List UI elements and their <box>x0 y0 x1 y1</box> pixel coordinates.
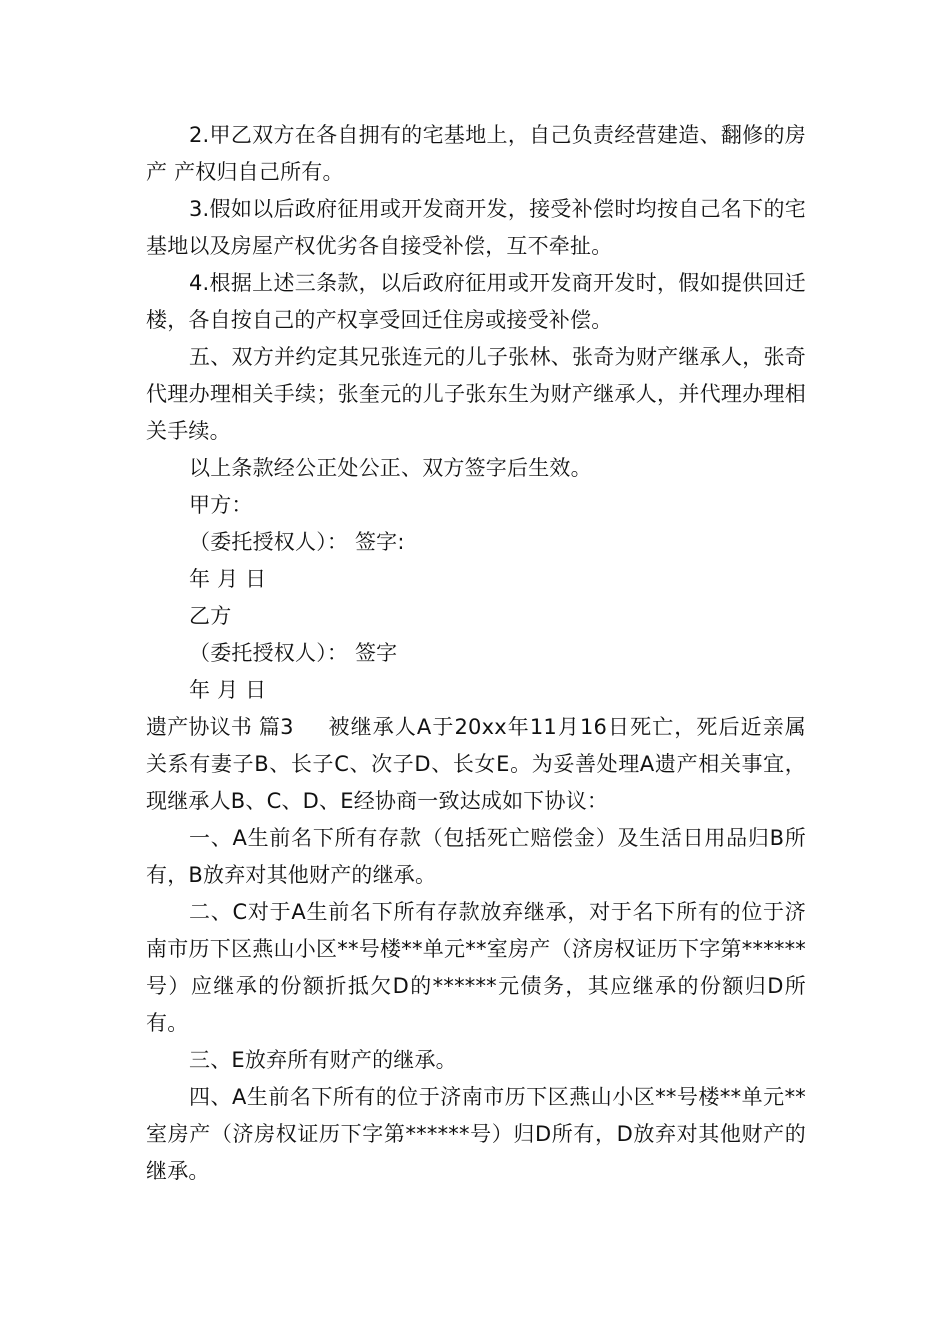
paragraph-clause-3: 3.假如以后政府征用或开发商开发，接受补偿时均按自己名下的宅基地以及房屋产权优劣各自接受补偿，互不牵扯。 <box>146 197 806 258</box>
paragraph-clause-five: 五、双方并约定其兄张连元的儿子张林、张奇为财产继承人，张奇代理办理相关手续；张奎元的儿子张东生为财产继承人，并代理办理相关手续。 <box>146 345 806 443</box>
clause-one: 一、A生前名下所有存款（包括死亡赔偿金）及生活日用品归B所有，B放弃对其他财产的继承。 <box>146 826 806 887</box>
paragraph-clause-2: 2.甲乙双方在各自拥有的宅基地上，自己负责经营建造、翻修的房产 产权归自己所有。 <box>146 123 806 184</box>
document-page <box>146 117 806 1190</box>
clause-three: 三、E放弃所有财产的继承。 <box>189 1048 457 1072</box>
party-a-label: 甲方： <box>189 493 253 517</box>
party-b-signature: （委托授权人）： 签字 <box>189 641 398 665</box>
paragraph-effective: 以上条款经公正处公正、双方签字后生效。 <box>189 456 592 480</box>
paragraph-clause-4: 4.根据上述三条款，以后政府征用或开发商开发时，假如提供回迁楼，各自按自己的产权享受回迁住房或接受补偿。 <box>146 271 806 332</box>
party-b-label: 乙方 <box>189 604 232 628</box>
clause-two: 二、C对于A生前名下所有存款放弃继承，对于名下所有的位于济南市历下区燕山小区**号楼**单元**室房产（济房权证历下字第******号）应继承的份额折抵欠D的******元债务，其应继承的份额归D所有。 <box>146 900 806 1035</box>
party-b-date: 年 月 日 <box>189 678 267 702</box>
section-title: 遗产协议书 篇3 <box>146 715 294 739</box>
section-heading <box>146 709 806 820</box>
clause-four: 四、A生前名下所有的位于济南市历下区燕山小区**号楼**单元**室房产（济房权证历下字第******号）归D所有，D放弃对其他财产的继承。 <box>146 1085 806 1183</box>
party-a-signature: （委托授权人）： 签字: <box>189 530 405 554</box>
party-a-date: 年 月 日 <box>189 567 267 591</box>
section-intro: 被继承人A于20xx年11月16日死亡，死后近亲属关系有妻子B、长子C、次子D、长女E。为妥善处理A遗产相关事宜，现继承人B、C、D、E经协商一致达成如下协议： <box>146 715 806 813</box>
